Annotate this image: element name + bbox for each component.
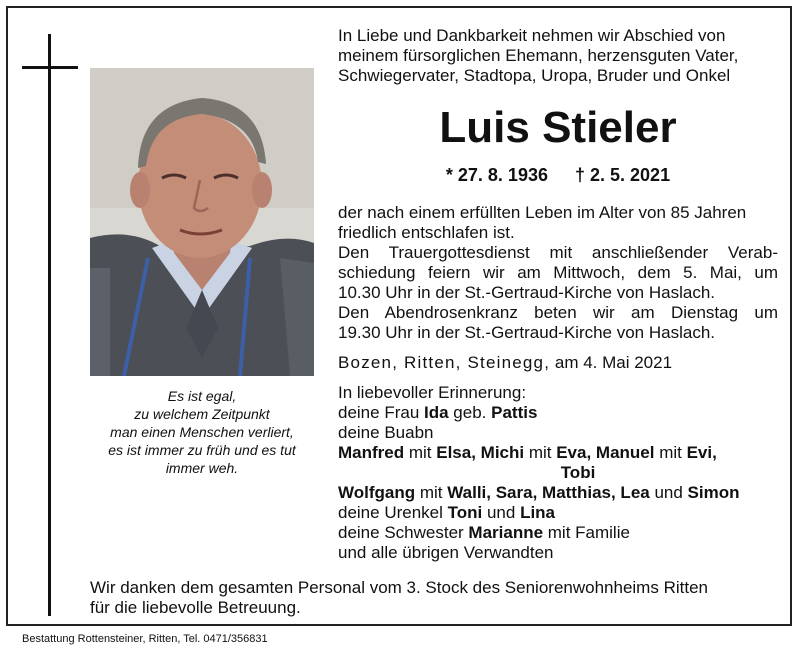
cross-icon-bar [22, 66, 78, 69]
intro-line: In Liebe und Dankbarkeit nehmen wir Abschied von [338, 26, 726, 45]
mourner-name: Simon [687, 483, 740, 502]
mourner-text: mit [524, 443, 557, 462]
body-line: Den Trauergottesdienst mit anschließender Verab- [338, 243, 778, 262]
birth-date: * 27. 8. 1936 [445, 165, 548, 185]
mourner-name: Wolfgang [338, 483, 416, 502]
mourner-text: und [649, 483, 688, 502]
body-line: 10.30 Uhr in der St.-Gertraud-Kirche von Haslach. [338, 283, 716, 302]
thanks-text [90, 578, 780, 618]
mourner-text: geb. [448, 403, 492, 422]
mourner-text: mit Familie [543, 523, 630, 542]
mourner-name: Lina [520, 503, 556, 522]
mourners-list [338, 383, 778, 563]
mourner-name: Tobi [560, 463, 596, 482]
mourner-wife [338, 403, 778, 423]
place-names: Bozen, Ritten, Steinegg, [338, 353, 551, 372]
body-line: 19.30 Uhr in der St.-Gertraud-Kirche von Haslach. [338, 323, 716, 342]
death-date: † 2. 5. 2021 [575, 165, 671, 185]
mourner-son-manfred [338, 443, 778, 463]
mourner-name: Elsa, Michi [436, 443, 525, 462]
quote-line: Es ist egal, [167, 388, 237, 404]
portrait-photo [90, 68, 314, 376]
cross-icon [48, 34, 51, 616]
body-line: friedlich entschlafen ist. [338, 223, 515, 242]
mourner-name: Marianne [468, 523, 544, 542]
place-date-line [338, 353, 778, 373]
body-line: Den Abendrosenkranz beten wir am Dienstag um [338, 303, 778, 322]
notice-date: am 4. Mai 2021 [554, 353, 673, 372]
memorial-quote [84, 387, 320, 477]
mourner-text: mit [415, 483, 448, 502]
quote-line: man einen Menschen verliert, [110, 424, 294, 440]
mourner-name: Walli, Sara, Matthias, Lea [447, 483, 650, 502]
mourner-name: Pattis [491, 403, 538, 422]
mourner-son-wolfgang [338, 483, 778, 503]
mourner-relatives: und alle übrigen Verwandten [338, 543, 554, 562]
deceased-name: Luis Stieler [439, 103, 677, 152]
mourner-name: Eva, Manuel [556, 443, 655, 462]
mourners-heading: In liebevoller Erinnerung: [338, 383, 527, 402]
mourner-name: Ida [424, 403, 449, 422]
mourner-name: Evi, [686, 443, 717, 462]
intro-line: meinem fürsorglichen Ehemann, herzensguten Vater, [338, 46, 739, 65]
mourner-text: deine Urenkel [338, 503, 448, 522]
mourner-name: Toni [447, 503, 483, 522]
thanks-line: für die liebevolle Betreuung. [90, 598, 301, 617]
mourner-name: Manfred [338, 443, 405, 462]
intro-line: Schwiegervater, Stadtopa, Uropa, Bruder und Onkel [338, 66, 731, 85]
mourner-text: deine Schwester [338, 523, 469, 542]
quote-line: immer weh. [165, 460, 239, 476]
thanks-line: Wir danken dem gesamten Personal vom 3. Stock des Seniorenwohnheims Ritten [90, 578, 708, 597]
mourner-text: mit [404, 443, 437, 462]
mourner-text: mit [654, 443, 687, 462]
body-line: der nach einem erfüllten Leben im Alter von 85 Jahren [338, 203, 747, 222]
mourner-tobi [338, 463, 778, 483]
life-dates [338, 163, 778, 187]
mourner-great-grandchildren [338, 503, 778, 523]
body-line: schiedung feiern wir am Mittwoch, dem 5. Mai, um [338, 263, 778, 282]
quote-line: zu welchem Zeitpunkt [134, 406, 270, 422]
quote-line: es ist immer zu früh und es tut [108, 442, 296, 458]
funeral-home-footer: Bestattung Rottensteiner, Ritten, Tel. 0471/356831 [22, 633, 268, 645]
mourner-text: und [482, 503, 521, 522]
mourner-sister [338, 523, 778, 543]
mourner-text: deine Frau [338, 403, 424, 422]
announcement-body [338, 203, 778, 343]
intro-text [338, 26, 778, 86]
mourner-sons-label: deine Buabn [338, 423, 434, 442]
